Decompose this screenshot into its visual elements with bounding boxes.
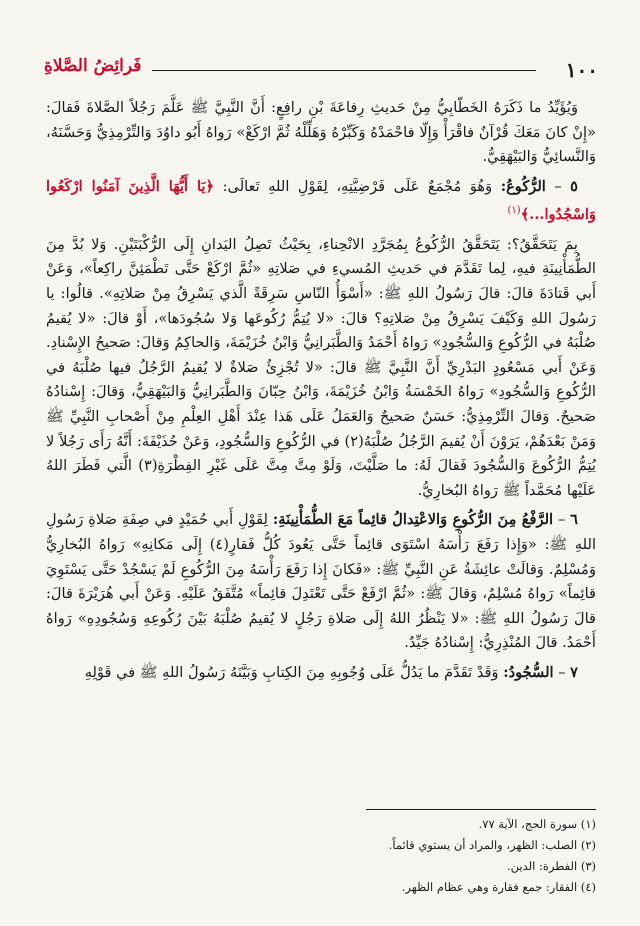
footnote-divider [366,809,596,810]
section-title: الرُّكُوعُ: [500,177,546,195]
page-body [46,96,596,691]
footnote-item: (٣) الفطرة: الدين. [506,859,596,873]
section-title: السُّجُودُ: [503,663,554,681]
footnote-item: (٢) الصلب: الظهر، والمراد أن يستوي قائماً. [388,838,596,852]
footnote-item: (١) سورة الحج، الآية ٧٧. [478,817,596,831]
paragraph-text: وَيُؤَيِّدُ ما ذَكَرَهُ الخَطّابِيُّ مِنْ حَديثِ رِفاعَةَ بْنِ رافِعٍ: أَنَّ النَّبِيَّ ﷺ عَلَّمَ رَجُلاً الصَّلاةَ فَقالَ: «إِنْ كانَ مَعَكَ قُرْآنٌ فاقْرَأْ وَإِلّا فاحْمَدْهُ وَكَبِّرْهُ وَهَلِّلْهُ ثُمَّ ارْكَعْ» رَواهُ أَبُو داوُدَ وَالتِّرْمِذِيُّ وَحَسَّنَهُ، وَالنَّسائِيُّ وَالبَيْهَقِيُّ. [46,99,596,166]
section-number: ٦ [570,511,578,529]
page-header [44,52,598,86]
section-text: وَهُوَ مُجْمَعٌ عَلَى فَرْضِيَّتِهِ، لِقَوْلِ اللهِ تَعالَى: [222,177,493,195]
footnotes [46,814,596,898]
running-title: فَرائِضُ الصَّلاةِ [44,56,142,76]
page-number: ١٠٠ [565,58,598,82]
paragraph-text: بِمَ يَتَحَقَّقُ؟: يَتَحَقَّقُ الرُّكُوعُ بِمُجَرَّدِ الانْحِناءِ، بِحَيْثُ تَصِلُ اليَدانِ إِلَى الرُّكْبَتَيْنِ. وَلا بُدَّ مِنَ الطُّمَأْنِينَةِ فيهِ، لِما تَقَدَّمَ في حَديثِ المُسيءِ في صَلاتِهِ «ثُمَّ ارْكَعْ حَتَّى تَطْمَئِنَّ راكِعاً»، وَعَنْ أَبي قَتادَةَ قالَ: قالَ رَسُولُ اللهِ ﷺ: «أَسْوَأُ النّاسِ سَرِقَةً الَّذي يَسْرِقُ مِنْ صَلاتِهِ». قالُوا: يا رَسُولَ اللهِ وَكَيْفَ يَسْرِقُ مِنْ صَلاتِهِ؟ قالَ: «لا يُتِمُّ رُكُوعَها وَلا سُجُودَها»، أَوْ قالَ: «لا يُقيمُ صُلْبَهُ في الرُّكُوعِ وَالسُّجُودِ» رَواهُ أَحْمَدُ وَالطَّبَرانِيُّ وَابْنُ خُزَيْمَةَ، وَالحاكِمُ وَقالَ: صَحيحُ الإِسْنادِ. وَعَنْ أَبي مَسْعُودٍ البَدْرِيِّ أَنَّ النَّبِيَّ ﷺ قالَ: «لا تُجْزِئُ صَلاةٌ لا يُقيمُ الرَّجُلُ فيها صُلْبَهُ في الرُّكُوعِ وَالسُّجُودِ» رَواهُ الخَمْسَةُ وَابْنُ خُزَيْمَةَ، وَابْنُ حِبّانَ وَالطَّبَرانِيُّ وَالبَيْهَقِيُّ، وَقالَ: إِسْنادُهُ صَحيحٌ. وَقالَ التِّرْمِذِيُّ: حَسَنٌ صَحيحٌ وَالعَمَلُ عَلَى هَذا عِنْدَ أَهْلِ العِلْمِ مِنْ أَصْحابِ النَّبِيِّ ﷺ وَمَنْ بَعْدَهُمْ، يَرَوْنَ أَنْ يُقيمَ الرَّجُلُ صُلْبَهُ(٢) في الرُّكُوعِ وَالسُّجُودِ، وَعَنْ حُذَيْفَةَ: أَنَّهُ رَأَى رَجُلاً لا يُتِمُّ الرُّكُوعَ وَالسُّجُودَ فَقالَ لَهُ: ما صَلَّيْتَ، وَلَوْ مِتَّ مِتَّ عَلَى غَيْرِ الفِطْرَةِ(٣) الَّتي فَطَرَ اللهُ عَلَيْها مُحَمَّداً ﷺ رَواهُ البُخارِيُّ. [46,235,596,499]
section-sujud: ٧ – السُّجُودُ: وَقَدْ تَقَدَّمَ ما يَدُلُّ عَلَى وُجُوبِهِ مِنَ الكِتابِ وَبَيَّنَهُ رَسُولُ اللهِ ﷺ في قَوْلِهِ [84,663,578,681]
section-number: ٧ [570,663,578,681]
section-number: ٥ [570,177,579,195]
section-text: لِقَوْلِ أَبي حُمَيْدٍ في صِفَةِ صَلاةِ رَسُولِ اللهِ ﷺ: «وَإِذا رَفَعَ رَأْسَهُ اسْتَوَى قائِماً حَتَّى يَعُودَ كُلُّ فَقارٍ(٤) إِلَى مَكانِهِ» رَواهُ البُخارِيُّ وَمُسْلِمٌ. وَقالَتْ عائِشَةُ عَنِ النَّبِيِّ ﷺ: «فَكانَ إِذا رَفَعَ رَأْسَهُ مِنَ الرُّكُوعِ لَمْ يَسْجُدْ حَتَّى يَسْتَوِيَ قائِماً» رَواهُ مُسْلِمٌ، وَقالَ ﷺ: «ثُمَّ ارْفَعْ حَتَّى تَعْتَدِلَ قائِماً» مُتَّفَقٌ عَلَيْهِ. وَعَنْ أَبي هُرَيْرَةَ قالَ: قالَ رَسُولُ اللهِ ﷺ: «لا يَنْظُرُ اللهُ إِلَى صَلاةِ رَجُلٍ لا يُقيمُ صُلْبَهُ بَيْنَ رُكُوعِهِ وَسُجُودِهِ» رَواهُ أَحْمَدُ. قالَ المُنْذِرِيُّ: إِسْنادُهُ جَيِّدٌ. [46,511,596,652]
section-title: الرَّفْعُ مِنَ الرُّكُوعِ وَالاعْتِدالُ قائِماً مَعَ الطُّمَأْنِينَةِ: [272,511,554,529]
section-ruku: ٥ – الرُّكُوعُ: وَهُوَ مُجْمَعٌ عَلَى فَرْضِيَّتِهِ، لِقَوْلِ اللهِ تَعالَى: ﴿يَا أَيُّهَا الَّذِينَ آمَنُوا ارْكَعُوا وَاسْجُدُوا...﴾$^{(١)}$ [46,177,596,224]
paragraph [46,233,596,504]
quran-verse: ﴿يَا أَيُّهَا الَّذِينَ آمَنُوا ارْكَعُوا وَاسْجُدُوا...﴾ [46,177,596,224]
header-rule [152,70,536,71]
footnote-item: (٤) الفقار: جمع فقارة وهي عظام الظهر. [401,880,596,894]
section-raising: ٦ – الرَّفْعُ مِنَ الرُّكُوعِ وَالاعْتِدالُ قائِماً مَعَ الطُّمَأْنِينَةِ: لِقَوْلِ أَبي حُمَيْدٍ في صِفَةِ صَلاةِ رَسُولِ اللهِ ﷺ: «وَإِذا رَفَعَ رَأْسَهُ اسْتَوَى قائِماً حَتَّى يَعُودَ كُلُّ فَقارٍ(٤) إِلَى مَكانِهِ» رَواهُ البُخارِيُّ وَمُسْلِمٌ. وَقالَتْ عائِشَةُ عَنِ النَّبِيِّ ﷺ: «فَكانَ إِذا رَفَعَ رَأْسَهُ مِنَ الرُّكُوعِ لَمْ يَسْجُدْ حَتَّى يَسْتَوِيَ قائِماً» رَواهُ مُسْلِمٌ، وَقالَ ﷺ: «ثُمَّ ارْفَعْ حَتَّى تَعْتَدِلَ قائِماً» مُتَّفَقٌ عَلَيْهِ. وَعَنْ أَبي هُرَيْرَةَ قالَ: قالَ رَسُولُ اللهِ ﷺ: «لا يَنْظُرُ اللهُ إِلَى صَلاةِ رَجُلٍ لا يُقيمُ صُلْبَهُ بَيْنَ رُكُوعِهِ وَسُجُودِهِ» رَواهُ أَحْمَدُ. قالَ المُنْذِرِيُّ: إِسْنادُهُ جَيِّدٌ. [46,511,596,652]
footnote-ref: (١) [507,205,521,217]
section-text: وَقَدْ تَقَدَّمَ ما يَدُلُّ عَلَى وُجُوبِهِ مِنَ الكِتابِ وَبَيَّنَهُ رَسُولُ اللهِ ﷺ في قَوْلِهِ [84,663,499,681]
paragraph [46,96,596,170]
